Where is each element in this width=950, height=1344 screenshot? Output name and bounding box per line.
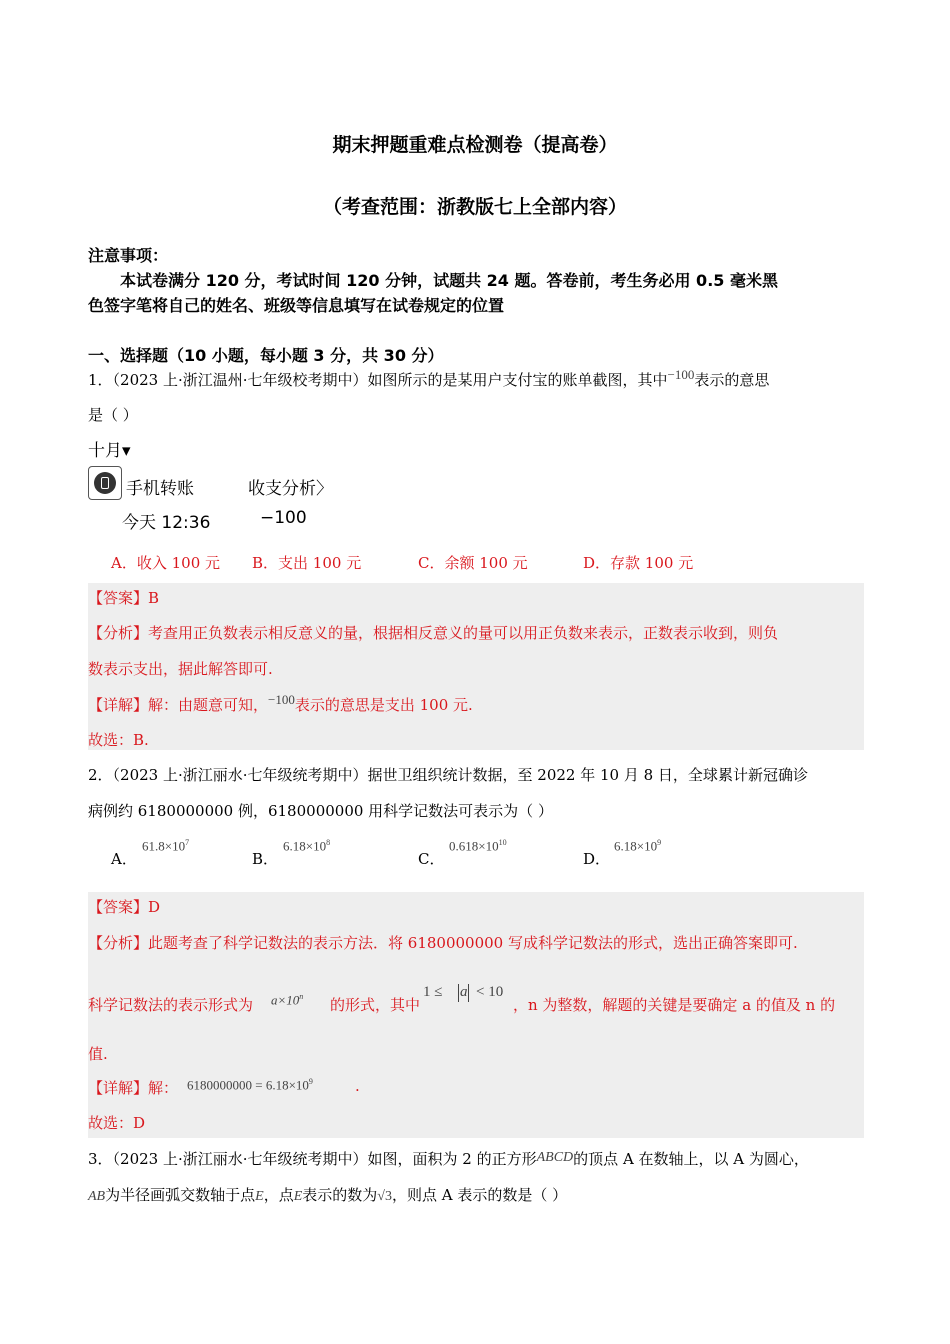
abs-bar-left [458,984,459,1002]
q1-analysis-line2: 数表示支出，据此解答即可. [88,660,273,678]
figure-transfer: 手机转账 [126,479,194,499]
section-heading: 一、选择题（10 小题，每小题 3 分，共 30 分） [88,346,444,365]
q2-detail-post: . [355,1077,360,1095]
q2-option-c-exp: 10 [498,838,507,847]
q3-text-b: ，点 [263,1186,294,1204]
q2-option-b-exp: 8 [326,838,331,847]
q2-analysis-line2-mid: 的形式，其中 [330,996,421,1014]
q2-analysis-line2-post: ，n 为整数，解题的关键是要确定 a 的值及 n 的 [513,996,836,1014]
q2-detail-math-base: 6180000000 = 6.18×10 [187,1077,309,1093]
question-1-line1 [88,369,769,390]
question-2-line1: 2．（2023 上·浙江丽水·七年级统考期中）据世卫组织统计数据，至 2022 年 10 月 8 日，全球累计新冠确诊 [88,766,808,784]
q2-option-c-base: 0.618×10 [449,838,499,854]
q2-option-b-base: 6.18×10 [283,838,327,854]
q1-detail-math: −100 [268,692,295,707]
q3-text-mid: 的顶点 A 在数轴上，以 A 为圆心， [573,1150,809,1168]
figure-month: 十月▾ [88,441,131,461]
q2-ineq-right: < 10 [476,984,504,1000]
q3-text-pre: 3．（2023 上·浙江丽水·七年级统考期中）如图，面积为 2 的正方形 [88,1150,537,1168]
q1-option-d[interactable]: D．存款 100 元 [583,554,694,572]
q1-option-c[interactable]: C．余额 100 元 [418,554,528,572]
q1-detail [88,694,473,715]
q3-math-abcd: ABCD [536,1150,574,1165]
phone-icon [88,466,122,500]
q2-detail-math-exp: 9 [308,1077,313,1086]
q2-ineq-var: a [460,984,468,1000]
notice-line2: 色签字笔将自己的姓名、班级等信息填写在试卷规定的位置 [88,296,505,315]
q2-detail-pre: 【详解】解： [88,1079,179,1097]
question-2-line2: 病例约 6180000000 例，6180000000 用科学记数法可表示为（ ） [88,802,553,820]
q2-analysis-math-exp: n [299,992,304,1001]
q2-option-d-base: 6.18×10 [614,838,658,854]
q3-math-sqrt3: √3 [377,1189,392,1204]
page-subtitle: （考查范围：浙教版七上全部内容） [322,196,627,218]
abs-bar-right [468,984,469,1002]
q2-option-c-value[interactable] [449,838,507,854]
question-3-line1 [88,1148,809,1169]
q3-math-e1: E [255,1189,264,1204]
notice-line1: 本试卷满分 120 分，考试时间 120 分钟，试题共 24 题。答卷前，考生务必用 0.5 毫米黑 [120,271,778,290]
q1-option-b[interactable]: B．支出 100 元 [252,554,362,572]
q3-math-ab: AB [88,1189,106,1204]
figure-analysis: 收支分析〉 [248,479,333,499]
q2-ineq-left: 1 ≤ [423,984,443,1000]
q1-conclusion: 故选：B. [88,731,149,749]
q2-analysis-line3: 值. [88,1045,108,1063]
q1-detail-post: 表示的意思是支出 100 元. [294,696,473,714]
q2-option-d-exp: 9 [657,838,662,847]
q1-text-pre: 1．（2023 上·浙江温州·七年级校考期中）如图所示的是某用户支付宝的账单截图，其中 [88,371,668,389]
q2-option-d-value[interactable] [614,838,661,854]
q2-analysis-line1: 【分析】此题考查了科学记数法的表示方法．将 6180000000 写成科学记数法的形式，选出正确答案即可. [88,934,798,952]
q2-option-b-letter[interactable]: B． [252,850,279,868]
q2-conclusion: 故选：D [88,1114,146,1132]
q1-detail-pre: 【详解】解：由题意可知， [88,696,269,714]
figure-time: 今天 12:36 [122,513,211,533]
q2-option-b-value[interactable] [283,838,330,854]
q3-text-c: 表示的数为 [302,1186,378,1204]
q2-answer: 【答案】D [88,898,161,916]
q2-option-a-value[interactable] [142,838,189,854]
q2-option-c-letter[interactable]: C． [418,850,445,868]
q2-option-a-letter[interactable]: A． [111,850,137,868]
q2-option-a-base: 61.8×10 [142,838,186,854]
question-1-line2: 是（ ） [88,406,138,424]
notice-label: 注意事项： [88,246,169,265]
q1-text-post: 表示的意思 [694,371,770,389]
q2-answer-block [88,892,864,1138]
q1-analysis-line1: 【分析】考查用正负数表示相反意义的量，根据相反意义的量可以用正负数来表示，正数表示收到，则负 [88,624,779,642]
q2-analysis-math [271,992,303,1008]
q2-detail-math [187,1077,313,1093]
question-3-line2 [88,1184,567,1205]
q2-option-d-letter[interactable]: D． [583,850,611,868]
q3-text-a: 为半径画弧交数轴于点 [105,1186,256,1204]
q1-math: −100 [667,367,695,382]
q2-analysis-math-base: a×10 [271,992,300,1008]
figure-amount: −100 [260,508,307,528]
q2-option-a-exp: 7 [185,838,190,847]
q2-analysis-line2-pre: 科学记数法的表示形式为 [88,996,254,1014]
q1-answer: 【答案】B [88,589,160,607]
q3-text-d: ，则点 A 表示的数是（ ） [391,1186,568,1204]
page-title: 期末押题重难点检测卷（提高卷） [332,134,618,156]
q1-option-a[interactable]: A．收入 100 元 [111,554,220,572]
q3-math-e2: E [293,1189,303,1204]
